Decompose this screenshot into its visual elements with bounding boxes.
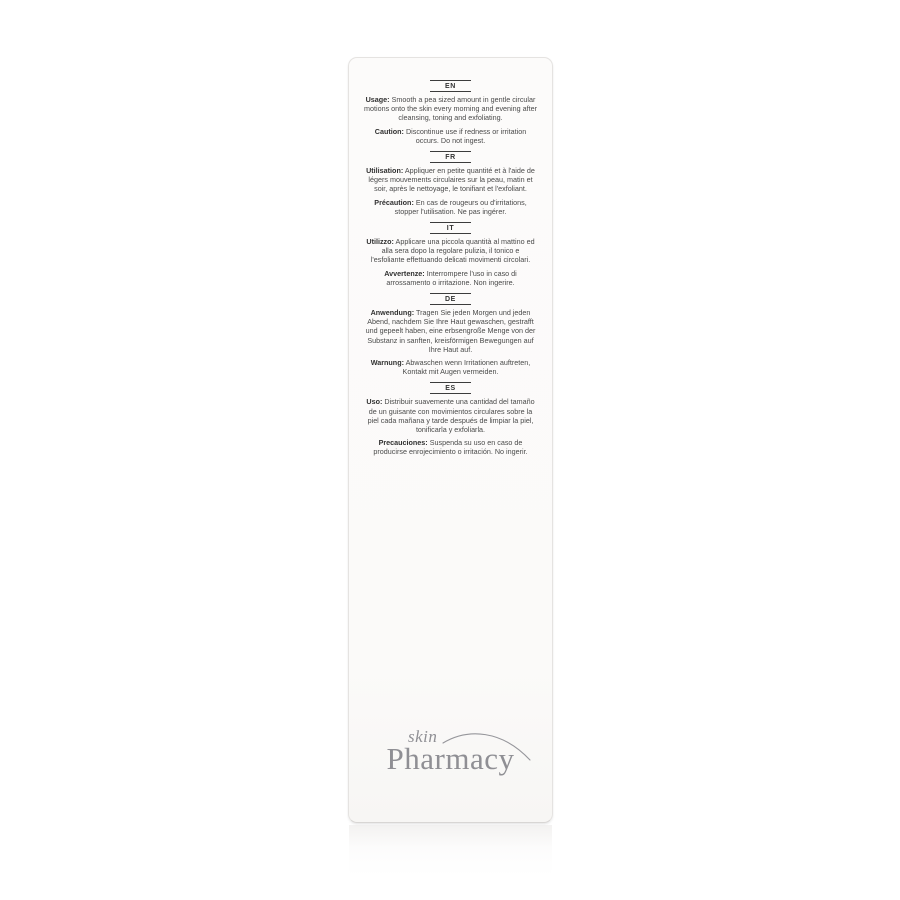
instructions-panel [349, 58, 552, 457]
paragraph-label: Précaution: [374, 197, 414, 207]
paragraph-label: Precauciones: [378, 438, 428, 448]
language-code: IT [446, 224, 455, 232]
caution-paragraph [364, 438, 537, 456]
paragraph-text: Abwaschen wenn Irritationen auftreten, Kontakt mit Augen vermeiden. [402, 358, 531, 377]
usage-paragraph [364, 397, 537, 434]
brand-name: Pharmacy [386, 741, 515, 776]
paragraph-text: Distribuir suavemente una cantidad del tamaño de un guisante con movimientos circulares sobre la piel cada mañana y tarde después de limpiar la piel, tonificarla y exfoliarla. [367, 397, 535, 435]
language-code: FR [445, 153, 456, 161]
usage-paragraph [364, 166, 537, 194]
paragraph-label: Caution: [374, 126, 404, 136]
usage-paragraph [364, 237, 537, 265]
brand-logo [349, 726, 552, 836]
paragraph-text: Smooth a pea sized amount in gentle circular motions onto the skin every morning and evening after cleansing, toning and exfoliating. [364, 95, 537, 123]
paragraph-label: Utilisation: [366, 166, 404, 176]
language-section-en [364, 80, 537, 145]
paragraph-text: Interrompere l'uso in caso di arrossamento o irritazione. Non ingerire. [386, 268, 517, 287]
header-rule-bottom [430, 162, 471, 163]
paragraph-label: Uso: [366, 397, 383, 407]
box-reflection [349, 825, 552, 877]
product-box-back-panel [348, 57, 553, 823]
header-rule-bottom [430, 233, 471, 234]
caution-paragraph [364, 198, 537, 216]
language-header [430, 80, 471, 92]
paragraph-label: Utilizzo: [366, 237, 394, 247]
header-rule-bottom [430, 91, 471, 92]
language-header [430, 382, 471, 394]
paragraph-text: Discontinue use if redness or irritation occurs. Do not ingest. [405, 126, 527, 145]
paragraph-text: En cas de rougeurs ou d'irritations, stopper l'utilisation. Ne pas ingérer. [394, 197, 527, 216]
paragraph-label: Avvertenze: [384, 268, 425, 278]
caution-paragraph [364, 127, 537, 145]
language-section-de [364, 293, 537, 376]
brand-script-word: skin [408, 727, 438, 746]
caution-paragraph [364, 358, 537, 376]
language-header [430, 293, 471, 305]
paragraph-text: Appliquer en petite quantité et à l'aide de légers mouvements circulaires sur la peau, matin et soir, après le nettoyage, le tonifiant et l'exfoliant. [368, 166, 535, 194]
language-header [430, 151, 471, 163]
caution-paragraph [364, 269, 537, 287]
paragraph-label: Usage: [365, 95, 390, 104]
paragraph-text: Suspenda su uso en caso de producirse enrojecimiento o irritación. No ingerir. [373, 438, 528, 457]
language-section-fr [364, 151, 537, 216]
paragraph-label: Warnung: [370, 358, 404, 368]
paragraph-text: Tragen Sie jeden Morgen und jeden Abend, nachdem Sie Ihre Haut gewaschen, gestrafft und gepeelt haben, eine erbsengroße Menge von der Substanz in sanften, kreisförmigen Bewegungen auf Ihre Haut auf. [365, 308, 536, 354]
language-code: ES [445, 384, 456, 392]
language-header [430, 222, 471, 234]
usage-paragraph [364, 95, 537, 123]
paragraph-label: Anwendung: [370, 308, 415, 318]
language-code: DE [445, 295, 456, 303]
language-section-es [364, 382, 537, 456]
paragraph-text: Applicare una piccola quantità al mattino ed alla sera dopo la regolare pulizia, il tonico e l'esfoliante effettuando delicati movimenti circolari. [370, 237, 535, 265]
usage-paragraph [364, 308, 537, 354]
language-section-it [364, 222, 537, 287]
header-rule-bottom [430, 304, 471, 305]
language-code: EN [445, 82, 456, 90]
header-rule-bottom [430, 393, 471, 394]
